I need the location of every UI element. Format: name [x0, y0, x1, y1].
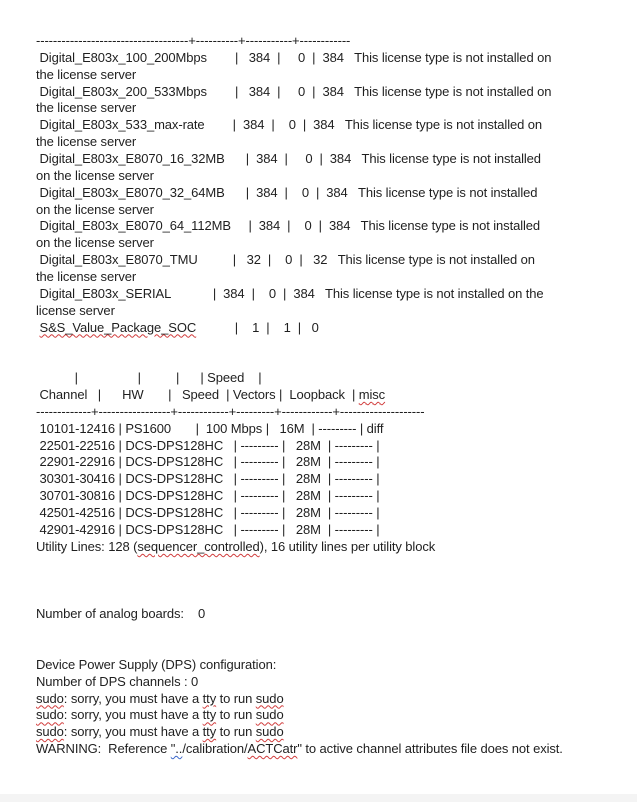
- misspelled-word: tty: [202, 707, 217, 723]
- grammar-flagged-word: "..: [170, 741, 183, 757]
- text-line: [36, 454, 633, 471]
- text-segment: ), 16 utility lines per utility block: [259, 538, 436, 554]
- text-segment: the license server: [36, 134, 137, 150]
- text-segment: the license server: [36, 269, 137, 285]
- text-segment: WARNING: Reference: [36, 741, 171, 757]
- text-segment: : sorry, you must have a: [63, 690, 203, 706]
- text-segment: " to active channel attributes file does not exist.: [297, 741, 563, 757]
- text-segment: on the license server: [36, 201, 154, 217]
- text-line: [36, 336, 633, 353]
- text-segment: Digital_E803x_533_max-rate | 384 | 0 | 384 This license type is not installed on: [36, 117, 543, 133]
- text-line: [36, 151, 633, 168]
- text-line: [36, 100, 633, 117]
- text-line: [36, 606, 633, 623]
- text-line: [36, 235, 633, 252]
- text-line: [36, 488, 633, 505]
- text-line: [36, 252, 633, 269]
- text-line: [36, 573, 633, 590]
- text-line: [36, 724, 633, 741]
- misspelled-word: ACTCatr: [247, 741, 298, 757]
- text-line: [36, 522, 633, 539]
- text-segment: Device Power Supply (DPS) configuration:: [36, 656, 277, 672]
- text-line: [36, 421, 633, 438]
- text-segment: the license server: [36, 100, 137, 116]
- text-segment: Number of DPS channels : 0: [36, 673, 199, 689]
- misspelled-word: S&S_Value_Package_SOC: [39, 319, 197, 335]
- misspelled-word: sudo: [36, 707, 64, 723]
- text-line: [36, 505, 633, 522]
- text-segment: to run: [216, 724, 256, 740]
- text-line: [36, 269, 633, 286]
- misspelled-word: sequencer_controlled: [137, 538, 260, 554]
- text-line: [36, 320, 633, 337]
- text-segment: 22901-22916 | DCS-DPS128HC | --------- | 28M | --------- |: [36, 454, 380, 470]
- misspelled-word: sudo: [255, 707, 284, 723]
- text-line: [36, 623, 633, 640]
- misspelled-word: tty: [202, 724, 217, 740]
- text-line: [36, 50, 633, 67]
- text-segment: | | | | Speed |: [36, 370, 262, 386]
- misspelled-word: misc: [358, 387, 386, 403]
- text-line: [36, 707, 633, 724]
- text-line: [36, 691, 633, 708]
- text-line: [36, 134, 633, 151]
- text-line: [36, 657, 633, 674]
- text-segment: 42501-42516 | DCS-DPS128HC | --------- | 28M | --------- |: [36, 505, 380, 521]
- text-segment: 30301-30416 | DCS-DPS128HC | --------- | 28M | --------- |: [36, 471, 380, 487]
- text-line: [36, 640, 633, 657]
- text-line: [36, 67, 633, 84]
- text-segment: 30701-30816 | DCS-DPS128HC | --------- | 28M | --------- |: [36, 488, 380, 504]
- text-segment: Digital_E803x_E8070_32_64MB | 384 | 0 | 384 This license type is not installed: [36, 184, 538, 200]
- text-line: [36, 741, 633, 758]
- text-segment: : sorry, you must have a: [63, 724, 203, 740]
- text-segment: to run: [216, 690, 256, 706]
- text-segment: 10101-12416 | PS1600 | 100 Mbps | 16M | --------- | diff: [36, 420, 384, 436]
- text-line: [36, 168, 633, 185]
- text-segment: : sorry, you must have a: [63, 707, 203, 723]
- text-line: [36, 117, 633, 134]
- text-segment: Digital_E803x_E8070_64_112MB | 384 | 0 | 384 This license type is not installed: [36, 218, 541, 234]
- text-line: [36, 556, 633, 573]
- text-line: [36, 370, 633, 387]
- text-line: [36, 387, 633, 404]
- text-line: [36, 33, 633, 50]
- text-segment: Channel | HW | Speed | Vectors | Loopback |: [36, 387, 359, 403]
- text-segment: Digital_E803x_E8070_TMU | 32 | 0 | 32 This license type is not installed on: [36, 252, 535, 268]
- text-line: [36, 404, 633, 421]
- text-line: [36, 202, 633, 219]
- text-line: [36, 353, 633, 370]
- text-line: [36, 674, 633, 691]
- text-line: [36, 471, 633, 488]
- text-line: [36, 84, 633, 101]
- misspelled-word: sudo: [255, 690, 284, 706]
- misspelled-word: sudo: [255, 724, 284, 740]
- text-segment: license server: [36, 302, 115, 318]
- text-segment: on the license server: [36, 167, 154, 183]
- text-segment: Digital_E803x_200_533Mbps | 384 | 0 | 384 This license type is not installed on: [36, 83, 552, 99]
- text-line: [36, 286, 633, 303]
- text-segment: on the license server: [36, 235, 154, 251]
- page-edge-strip: [0, 794, 637, 802]
- text-segment: 42901-42916 | DCS-DPS128HC | --------- | 28M | --------- |: [36, 521, 380, 537]
- misspelled-word: sudo: [36, 724, 64, 740]
- text-line: [36, 185, 633, 202]
- text-line: [36, 589, 633, 606]
- text-segment: Utility Lines: 128 (: [36, 538, 138, 554]
- text-segment: the license server: [36, 66, 137, 82]
- text-segment: Number of analog boards: 0: [36, 606, 206, 622]
- text-segment: Digital_E803x_E8070_16_32MB | 384 | 0 | 384 This license type is not installed: [36, 151, 541, 167]
- text-segment: Digital_E803x_100_200Mbps | 384 | 0 | 384 This license type is not installed on: [36, 49, 552, 65]
- text-line: [36, 438, 633, 455]
- text-segment: Digital_E803x_SERIAL | 384 | 0 | 384 This license type is not installed on the: [36, 285, 544, 301]
- text-segment: | 1 | 1 | 0: [196, 319, 319, 335]
- text-line: [36, 539, 633, 556]
- text-segment: /calibration/: [182, 741, 248, 757]
- text-segment: -------------+-----------------+------------+---------+------------+--------------------: [36, 403, 425, 419]
- misspelled-word: tty: [202, 690, 217, 706]
- text-segment: to run: [216, 707, 256, 723]
- document-text[interactable]: [36, 33, 633, 758]
- misspelled-word: sudo: [36, 690, 64, 706]
- text-segment: ------------------------------------+----------+-----------+------------: [36, 33, 351, 48]
- text-line: [36, 218, 633, 235]
- text-segment: 22501-22516 | DCS-DPS128HC | --------- | 28M | --------- |: [36, 437, 380, 453]
- text-line: [36, 303, 633, 320]
